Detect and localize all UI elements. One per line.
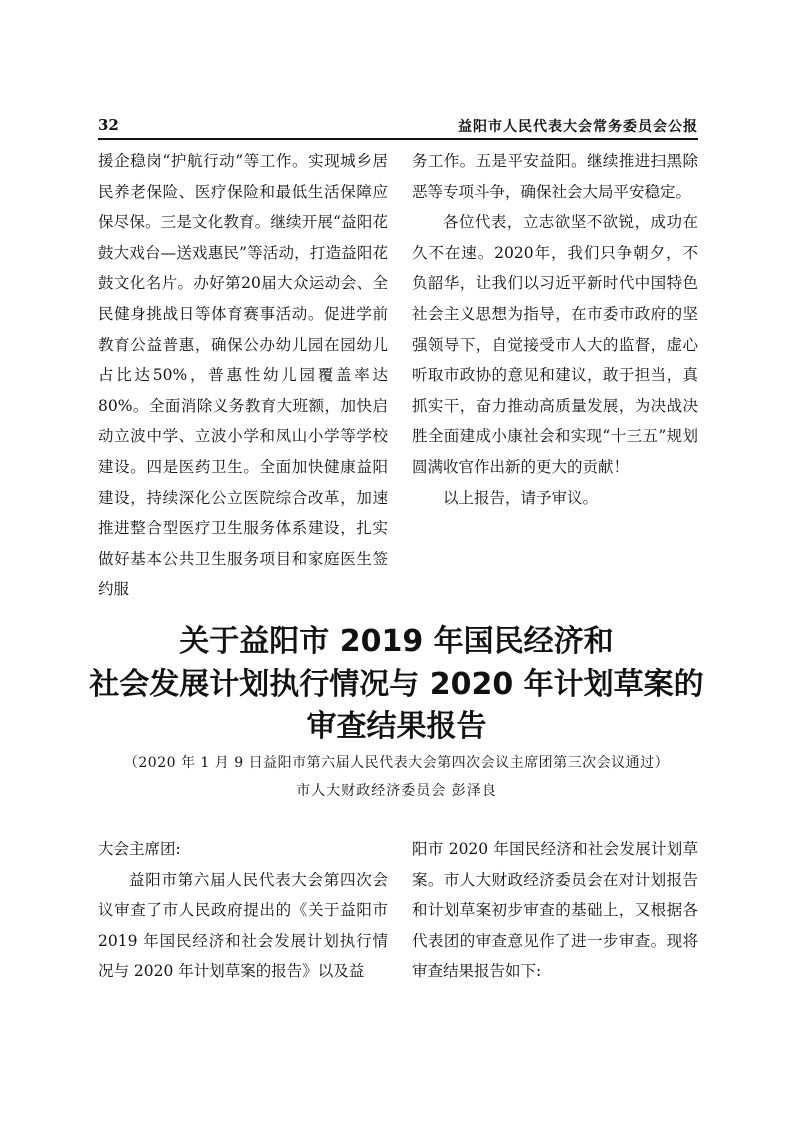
article-title-line-2: 社会发展计划执行情况与 2020 年计划草案的: [89, 667, 704, 702]
article-left-column: [98, 834, 388, 987]
article-author: 市人大财政经济委员会 彭泽良: [296, 783, 497, 799]
paragraph: 阳市 2020 年国民经济和社会发展计划草案。市人大财政经济委员会在对计划报告和计划草案初步审查的基础上，又根据各代表团的审查意见作了进一步审查。现将审查结果报告如下:: [412, 840, 698, 981]
top-left-column: [98, 146, 388, 605]
paragraph: 以上报告，请予审议。: [443, 488, 599, 507]
article-title-line-1: 关于益阳市 2019 年国民经济和: [179, 624, 614, 659]
journal-title: 益阳市人民代表大会常务委员会公报: [458, 119, 698, 135]
page-header: [98, 114, 698, 136]
paragraph: 援企稳岗“护航行动”等工作。实现城乡居民养老保险、医疗保险和最低生活保障应保尽保。三是文化教育。继续开展“益阳花鼓大戏台—送戏惠民”等活动，打造益阳花鼓文化名片。办好第20届大众运动会、全民健身挑战日等体育赛事活动。促进学前教育公益普惠，确保公办幼儿园在园幼儿占比达50%，普惠性幼儿园覆盖率达80%。全面消除义务教育大班额，加快启动立波中学、立波小学和凤山小学等学校建设。四是医药卫生。全面加快健康益阳建设，持续深化公立医院综合改革，加速推进整合型医疗卫生服务体系建设，扎实做好基本公共卫生服务项目和家庭医生签约服: [98, 152, 388, 599]
paragraph: 各位代表，立志欲坚不欲锐，成功在久不在速。2020年，我们只争朝夕，不负韶华，让我们以习近平新时代中国特色社会主义思想为指导，在市委市政府的坚强领导下，自觉接受市人大的监督，虚心听取市政协的意见和建议，敢于担当，真抓实干，奋力推动高质量发展，为决战决胜全面建成小康社会和实现“十三五”规划圆满收官作出新的更大的贡献！: [412, 213, 698, 476]
article-note: （2020 年 1 月 9 日益阳市第六届人民代表大会第四次会议主席团第三次会议通过）: [123, 755, 670, 771]
salutation: 大会主席团:: [98, 840, 181, 858]
paragraph: 益阳市第六届人民代表大会第四次会议审查了市人民政府提出的《关于益阳市 2019 年国民经济和社会发展计划执行情况与 2020 年计划草案的报告》以及益: [98, 870, 388, 981]
article-title-line-3: 审查结果报告: [306, 709, 487, 744]
page-number: 32: [98, 116, 119, 134]
top-right-column: [412, 146, 698, 513]
header-rule: [98, 138, 698, 140]
article-right-column: [412, 834, 698, 987]
paragraph: 务工作。五是平安益阳。继续推进扫黑除恶等专项斗争，确保社会大局平安稳定。: [412, 152, 698, 201]
